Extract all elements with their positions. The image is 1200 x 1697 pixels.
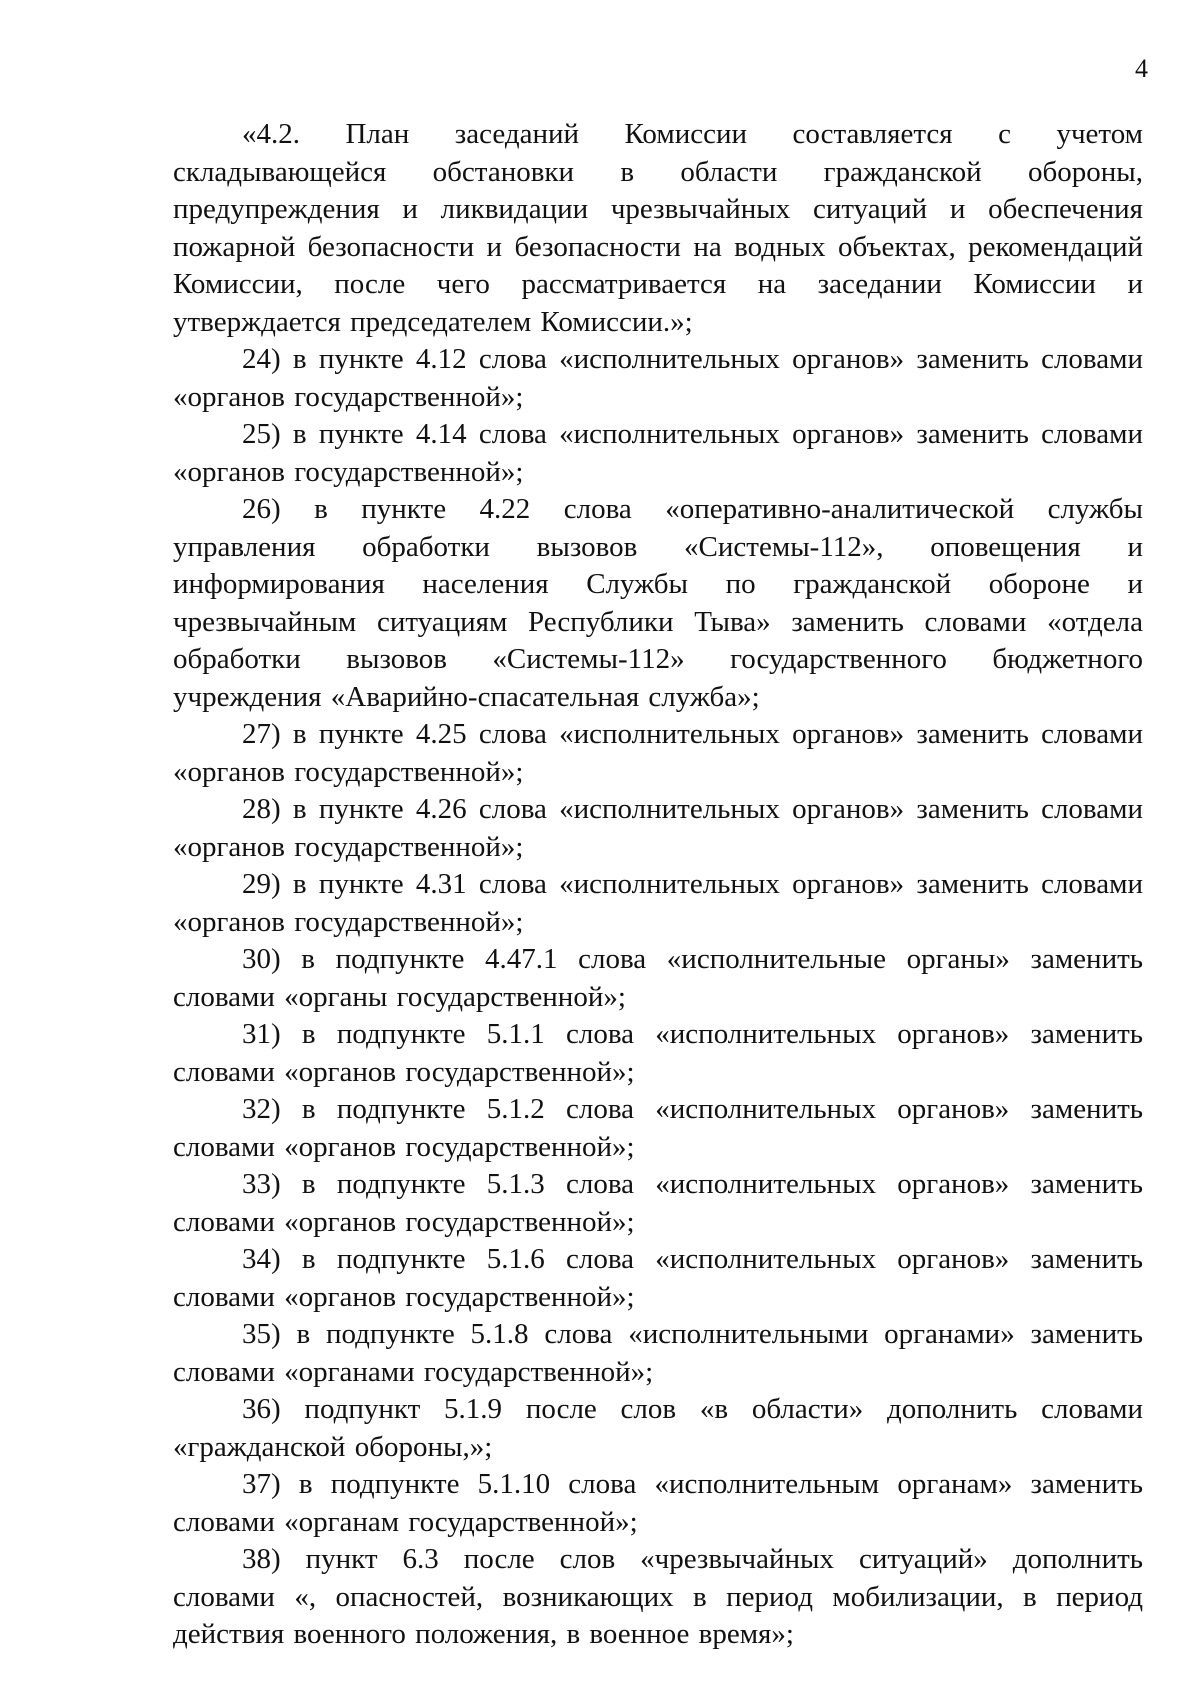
paragraph-item-26: 26) в пункте 4.22 слова «оперативно-аналитической службы управления обработки вызовов «Системы-112», оповещения и информирования населения Службы по гражданской обороне и чрезвычайным ситуациям Республики Тыва» заменить словами «отдела обработки вызовов «Системы-112» государственного бюджетного учреждения «Аварийно-спасательная служба»; bbox=[173, 493, 1143, 713]
paragraph-item-36: 36) подпункт 5.1.9 после слов «в области» дополнить словами «гражданской обороны,»; bbox=[173, 1393, 1143, 1463]
paragraph-item-29: 29) в пункте 4.31 слова «исполнительных органов» заменить словами «органов государственной»; bbox=[173, 868, 1143, 938]
paragraph-item-34: 34) в подпункте 5.1.6 слова «исполнительных органов» заменить словами «органов государственной»; bbox=[173, 1243, 1143, 1313]
paragraph-item-32: 32) в подпункте 5.1.2 слова «исполнительных органов» заменить словами «органов государственной»; bbox=[173, 1093, 1143, 1163]
paragraph-item-33: 33) в подпункте 5.1.3 слова «исполнительных органов» заменить словами «органов государственной»; bbox=[173, 1168, 1143, 1238]
page-number: 4 bbox=[1135, 54, 1148, 83]
paragraph-item-35: 35) в подпункте 5.1.8 слова «исполнительными органами» заменить словами «органами государственной»; bbox=[173, 1318, 1143, 1388]
paragraph-item-38: 38) пункт 6.3 после слов «чрезвычайных ситуаций» дополнить словами «, опасностей, возникающих в период мобилизации, в период действия военного положения, в военное время»; bbox=[173, 1543, 1143, 1650]
paragraph-item-28: 28) в пункте 4.26 слова «исполнительных органов» заменить словами «органов государственной»; bbox=[173, 793, 1143, 863]
paragraph-item-24: 24) в пункте 4.12 слова «исполнительных органов» заменить словами «органов государственной»; bbox=[173, 343, 1143, 413]
document-body bbox=[173, 116, 1143, 1654]
paragraph-4-2: «4.2. План заседаний Комиссии составляется с учетом складывающейся обстановки в области гражданской обороны, предупреждения и ликвидации чрезвычайных ситуаций и обеспечения пожарной безопасности и безопасности на водных объектах, рекомендаций Комиссии, после чего рассматривается на заседании Комиссии и утверждается председателем Комиссии.»; bbox=[173, 118, 1143, 338]
paragraph-item-31: 31) в подпункте 5.1.1 слова «исполнительных органов» заменить словами «органов государственной»; bbox=[173, 1018, 1143, 1088]
paragraph-item-25: 25) в пункте 4.14 слова «исполнительных органов» заменить словами «органов государственной»; bbox=[173, 418, 1143, 488]
paragraph-item-27: 27) в пункте 4.25 слова «исполнительных органов» заменить словами «органов государственной»; bbox=[173, 718, 1143, 788]
paragraph-item-37: 37) в подпункте 5.1.10 слова «исполнительным органам» заменить словами «органам государственной»; bbox=[173, 1468, 1143, 1538]
paragraph-item-30: 30) в подпункте 4.47.1 слова «исполнительные органы» заменить словами «органы государственной»; bbox=[173, 943, 1143, 1013]
